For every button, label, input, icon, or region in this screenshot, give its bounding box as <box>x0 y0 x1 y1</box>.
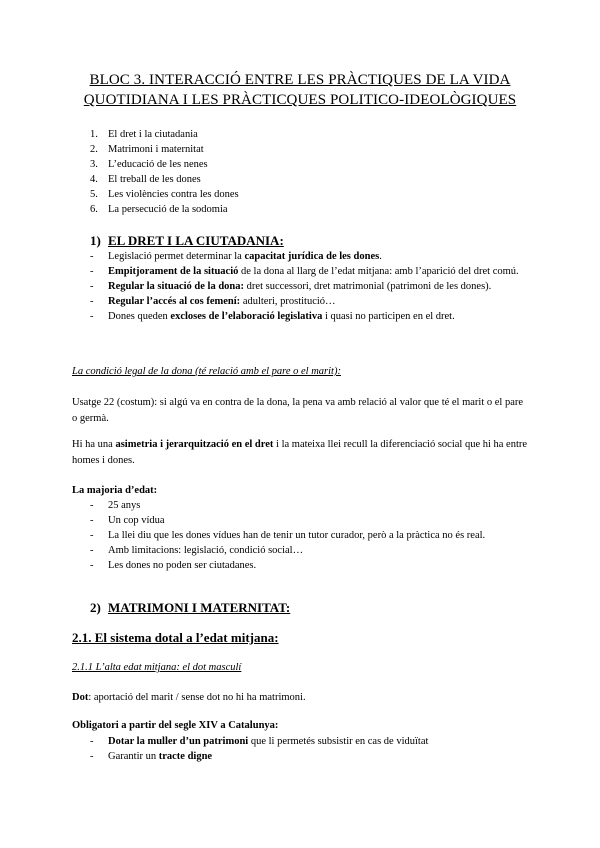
toc-item: 6. La persecució de la sodomia <box>90 204 228 215</box>
list-item: - Un cop vídua <box>90 515 165 526</box>
dot-paragraph: Dot: aportació del marit / sense dot no hi ha matrimoni. <box>72 692 306 703</box>
toc-item: 5. Les violències contra les dones <box>90 189 239 200</box>
toc-item: 1. El dret i la ciutadania <box>90 129 198 140</box>
list-item: - Les dones no poden ser ciutadanes. <box>90 560 257 571</box>
condicio-legal-heading: La condició legal de la dona (té relació amb el pare o el marit): <box>72 366 341 377</box>
section-2-heading: 2) MATRIMONI I MATERNITAT: <box>90 600 291 615</box>
subsection-2-1-1-heading: 2.1.1 L’alta edat mitjana: el dot masculí <box>72 662 242 673</box>
document-title-line-1: BLOC 3. INTERACCIÓ ENTRE LES PRÀCTIQUES DE LA VIDA <box>89 72 511 88</box>
majoria-edat-bullets <box>90 498 530 573</box>
list-item: - Legislació permet determinar la capacitat jurídica de les dones. <box>90 251 382 262</box>
list-item: - 25 anys <box>90 500 141 511</box>
asimetria-paragraph: Hi ha una asimetria i jerarquització en el dret i la mateixa llei recull la diferenciació social que hi ha entre homes i dones. <box>72 439 528 466</box>
section-1-heading: 1) EL DRET I LA CIUTADANIA: <box>90 233 284 248</box>
obligatori-bullets <box>90 734 530 764</box>
toc-item: 2. Matrimoni i maternitat <box>90 144 204 155</box>
subsection-2-1-heading: 2.1. El sistema dotal a l’edat mitjana: <box>72 630 279 645</box>
list-item: - Amb limitacions: legislació, condició social… <box>90 545 304 556</box>
usatge-paragraph: Usatge 22 (costum): si algú va en contra de la dona, la pena va amb relació al valor que té el marit o el pare o germà. <box>72 397 524 424</box>
list-item: - Dotar la muller d’un patrimoni que li permetés subsistir en cas de viduïtat <box>90 736 429 747</box>
toc-item: 4. El treball de les dones <box>90 174 201 185</box>
document-title-line-2: QUOTIDIANA I LES PRÀCTICQUES POLITICO-IDEOLÒGIQUES <box>83 92 517 108</box>
list-item: - Dones queden excloses de l’elaboració legislativa i quasi no participen en el dret. <box>90 311 455 322</box>
section-1-bullets <box>90 249 530 324</box>
list-item: - Regular l’accés al cos femení: adulteri, prostitució… <box>90 296 336 307</box>
list-item: - Garantir un tracte digne <box>90 751 213 762</box>
list-item: - Regular la situació de la dona: dret successori, dret matrimonial (patrimoni de les dones). <box>90 281 492 292</box>
majoria-edat-heading: La majoria d’edat: <box>72 485 158 496</box>
list-item: - Empitjorament de la situació de la dona al llarg de l’edat mitjana: amb l’aparició del dret comú. <box>90 266 519 277</box>
obligatori-heading: Obligatori a partir del segle XIV a Catalunya: <box>72 720 279 731</box>
list-item: - La llei diu que les dones vídues han de tenir un tutor curador, però a la pràctica no és real. <box>90 530 486 541</box>
table-of-contents <box>90 127 239 217</box>
toc-item: 3. L’educació de les nenes <box>90 159 208 170</box>
